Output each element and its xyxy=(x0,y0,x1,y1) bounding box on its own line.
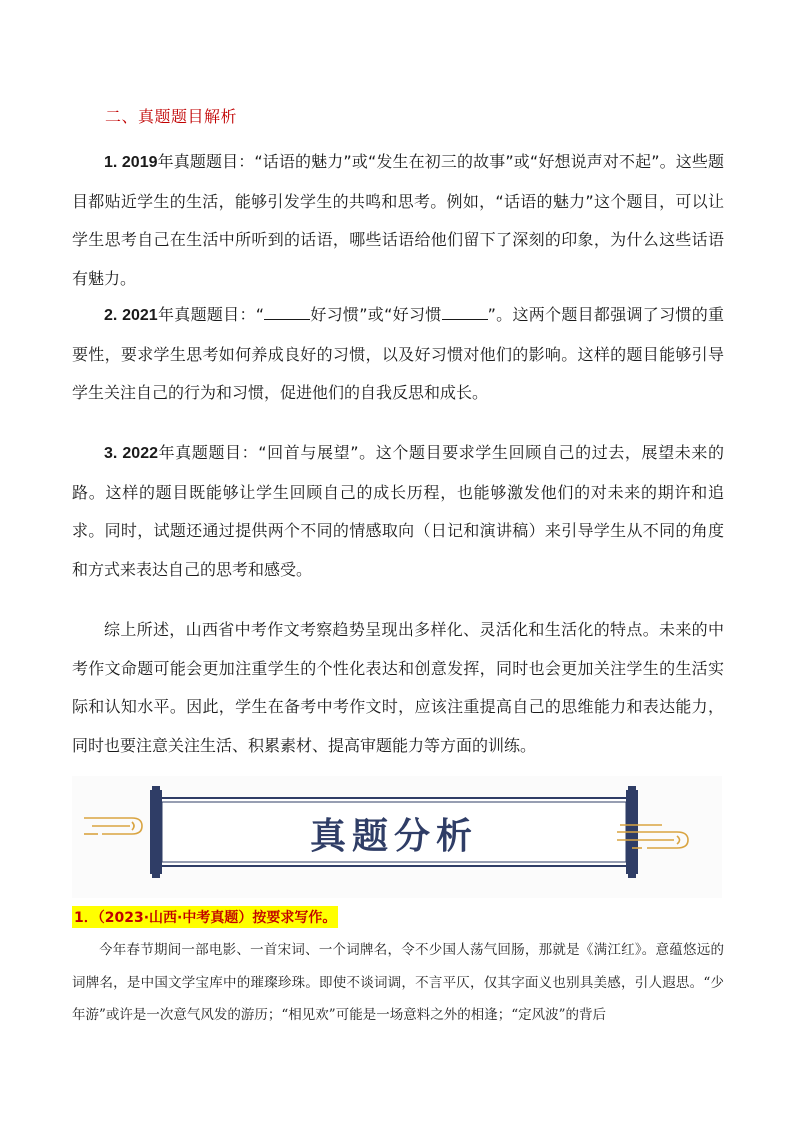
paragraph-text: 年真题题目：“回首与展望”。这个题目要求学生回顾自己的过去，展望未来的路。这样的题目既能够让学生回顾自己的成长历程，也能够激发他们的对未来的期许和追求。同时，试题还通过提供两个不同的情感取向（日记和演讲稿）来引导学生从不同的角度和方式来表达自己的思考和感受。 xyxy=(72,443,724,579)
paragraph-2019 xyxy=(72,143,724,298)
paragraph-number: 2. 2021 xyxy=(104,307,158,324)
banner-title: 真题分析 xyxy=(309,815,479,857)
scroll-banner-graphic xyxy=(72,776,722,898)
question-body: 今年春节期间一部电影、一首宋词、一个词牌名，令不少国人荡气回肠，那就是《满江红》。意蕴悠远的词牌名，是中国文学宝库中的璀璨珍珠。即使不谈词调，不言平仄，仅其字面义也别具美感，引人遐思。“少年游”或许是一次意气风发的游历；“相见欢”可能是一场意料之外的相逢；“定风波”的背后 xyxy=(72,942,724,1023)
paragraph-text: 年真题题目：“话语的魅力”或“发生在初三的故事”或“好想说声对不起”。这些题目都贴近学生的生活，能够引发学生的共鸣和思考。例如，“话语的魅力”这个题目，可以让学生思考自己在生活中所听到的话语，哪些话语给他们留下了深刻的印象，为什么这些话语有魅力。 xyxy=(72,152,724,288)
fill-blank xyxy=(442,305,488,320)
section-heading: 二、真题题目解析 xyxy=(105,107,238,126)
paragraph-number: 3. 2022 xyxy=(104,445,158,462)
fill-blank xyxy=(264,305,310,320)
paragraph-2021 xyxy=(72,296,724,413)
paragraph-text: ”。这两个题目都强调了习惯的重要性，要求学生思考如何养成良好的习惯，以及好习惯对他们的影响。这样的题目能够引导学生关注自己的行为和习惯，促进他们的自我反思和成长。 xyxy=(72,305,724,402)
paragraph-text: 年真题题目：“ xyxy=(157,305,265,324)
paragraph-text: 好习惯”或“好习惯 xyxy=(310,305,442,324)
paragraph-summary: 综上所述，山西省中考作文考察趋势呈现出多样化、灵活化和生活化的特点。未来的中考作文命题可能会更加注重学生的个性化表达和创意发挥，同时也会更加关注学生的生活实际和认知水平。因此，学生在备考中考作文时，应该注重提高自己的思维能力和表达能力，同时也要注意关注生活、积累素材、提高审题能力等方面的训练。 xyxy=(72,620,724,755)
paragraph-number: 1. 2019 xyxy=(104,154,158,171)
left-cloud-ornament xyxy=(84,818,142,834)
question-heading: 1．（2023·山西·中考真题）按要求写作。 xyxy=(72,906,338,928)
paragraph-2022 xyxy=(72,434,724,589)
left-scroll-rod xyxy=(150,790,162,874)
section-banner xyxy=(72,776,722,898)
